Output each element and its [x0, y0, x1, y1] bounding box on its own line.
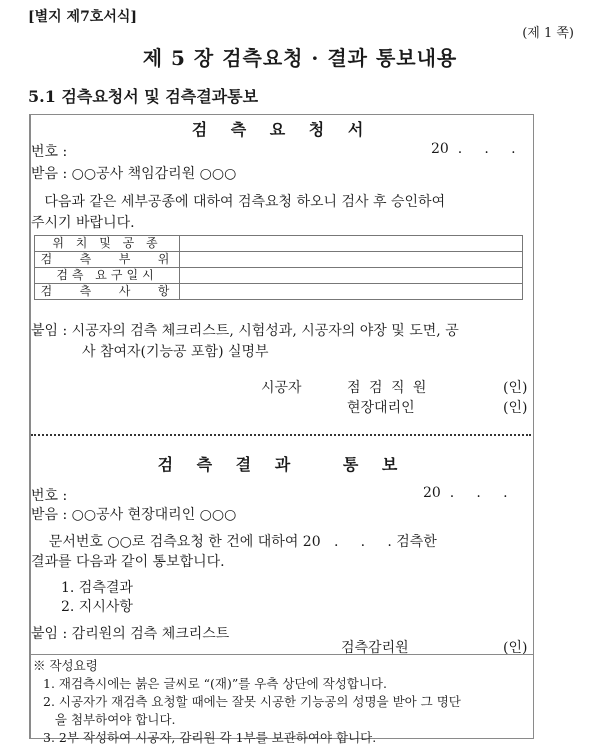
signer2-seal: (인) — [503, 400, 528, 416]
result-item-2: 2. 지시사항 — [61, 599, 133, 615]
request-date: 20 . . . — [431, 141, 516, 157]
result-body-line1: 문서번호 ○○로 검측요청 한 건에 대하여 20 . . . 검측한 — [31, 534, 437, 550]
request-title: 검 측 요 청 서 — [191, 120, 373, 139]
request-number-label: 번호 : — [31, 144, 68, 160]
table-value-field[interactable] — [180, 284, 523, 300]
result-signer-role: 검측감리원 — [341, 640, 409, 656]
signer1-seal: (인) — [503, 380, 528, 396]
table-row — [35, 236, 523, 252]
signer-org: 시공자 — [261, 380, 302, 396]
table-row — [35, 268, 523, 284]
table-value-field[interactable] — [180, 268, 523, 284]
result-item-1: 1. 검측결과 — [61, 580, 133, 596]
request-table — [34, 235, 523, 300]
table-label: 검 측 부 위 — [35, 252, 180, 268]
note-item-3: 3. 2부 작성하여 시공자, 감리원 각 1부를 보관하여야 합니다. — [43, 730, 377, 745]
table-label: 검측 요구일시 — [35, 268, 180, 284]
chapter-title: 제 5 장 검측요청 · 결과 통보내용 — [142, 46, 458, 70]
notes-title: ※ 작성요령 — [33, 658, 98, 673]
form-box — [29, 114, 534, 745]
section-title: 5.1 검측요청서 및 검측결과통보 — [28, 87, 259, 106]
table-row — [35, 284, 523, 300]
note-item-1: 1. 재검측시에는 붉은 글씨로 “(재)”를 우측 상단에 작성합니다. — [43, 676, 387, 691]
signer2-role: 현장대리인 — [347, 400, 415, 416]
table-label: 위 치 및 공 종 — [35, 236, 180, 252]
note-item-2-cont: 을 첨부하여야 합니다. — [43, 712, 176, 727]
request-attachment-line1: 붙임 : 시공자의 검측 체크리스트, 시험성과, 시공자의 야장 및 도면, 공 — [31, 323, 459, 339]
table-label: 검 측 사 항 — [35, 284, 180, 300]
note-item-2: 2. 시공자가 재검측 요청할 때에는 잘못 시공한 기능공의 성명을 받아 그 명단 — [43, 694, 461, 709]
request-recipient: 받음 : ○○공사 책임감리원 ○○○ — [31, 166, 237, 182]
notes-divider — [31, 654, 533, 655]
request-attachment-line2: 사 참여자(기능공 포함) 실명부 — [82, 344, 269, 360]
table-row — [35, 252, 523, 268]
result-number-label: 번호 : — [31, 488, 68, 504]
signer1-role: 점 검 직 원 — [347, 380, 429, 396]
result-date: 20 . . . — [423, 485, 508, 501]
result-recipient: 받음 : ○○공사 현장대리인 ○○○ — [31, 507, 237, 523]
request-body-line1: 다음과 같은 세부공종에 대하여 검측요청 하오니 검사 후 승인하여 — [31, 194, 446, 210]
request-body-line2: 주시기 바랍니다. — [31, 215, 135, 231]
table-value-field[interactable] — [180, 236, 523, 252]
page-number: (제 1 쪽) — [522, 26, 574, 41]
result-title: 검 측 결 과 통 보 — [157, 455, 407, 474]
result-body-line2: 결과를 다음과 같이 통보합니다. — [31, 554, 225, 570]
cut-line-divider — [31, 434, 531, 436]
form-label: [별지 제7호서식] — [28, 9, 138, 25]
table-value-field[interactable] — [180, 252, 523, 268]
result-attachment: 붙임 : 감리원의 검측 체크리스트 — [31, 626, 230, 642]
result-signer-seal: (인) — [503, 640, 528, 656]
